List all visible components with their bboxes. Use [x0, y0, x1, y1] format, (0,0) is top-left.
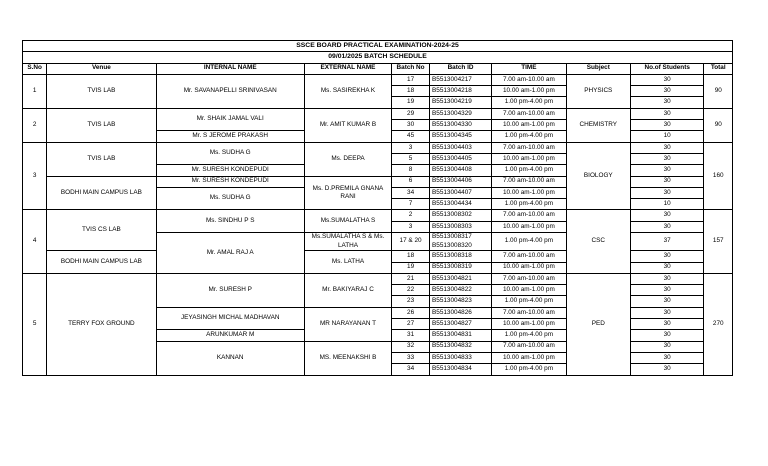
internal-name-cell: Mr. AMAL RAJ A [156, 233, 304, 274]
batch-id: B5513008303 [432, 222, 472, 230]
header-total: Total [704, 63, 733, 74]
batch-id-cell [430, 142, 492, 153]
students-cell: 30 [630, 210, 704, 221]
batch-id-cell [430, 285, 492, 296]
time-cell: 10.00 am-1.00 pm [492, 153, 567, 164]
total-cell: 157 [704, 210, 733, 273]
time-cell: 1.00 pm-4.00 pm [492, 199, 567, 210]
time-cell: 10.00 am-1.00 pm [492, 262, 567, 273]
batch-id-cell [430, 120, 492, 131]
batch-id-cell [430, 341, 492, 352]
batch-id-cell [430, 176, 492, 187]
external-name-cell: MR NARAYANAN T [304, 307, 391, 341]
batch-no-cell: 23 [392, 296, 430, 307]
batch-no-cell: 34 [392, 364, 430, 375]
time-cell: 1.00 pm-4.00 pm [492, 296, 567, 307]
internal-name-cell: Mr. SURESH KONDEPUDI [156, 176, 304, 187]
batch-id-cell [430, 74, 492, 85]
subject-cell: BIOLOGY [566, 142, 630, 210]
total-cell: 160 [704, 142, 733, 210]
batch-no-cell: 18 [392, 86, 430, 97]
batch-no-cell: 27 [392, 319, 430, 330]
subject-cell: CSC [566, 210, 630, 273]
students-cell: 30 [630, 341, 704, 352]
header-internal-name: INTERNAL NAME [156, 63, 304, 74]
internal-name-cell: Mr. SAVANAPELLI SRINIVASAN [156, 74, 304, 108]
batch-id: B5513004834 [432, 365, 472, 373]
students-cell: 10 [630, 199, 704, 210]
title-row [23, 41, 733, 52]
time-cell: 7.00 am-10.00 am [492, 74, 567, 85]
header-external-name: EXTERNAL NAME [304, 63, 391, 74]
external-name-cell: MS. MEENAKSHI B [304, 341, 391, 375]
students-cell: 30 [630, 273, 704, 284]
students-cell: 30 [630, 262, 704, 273]
time-cell: 10.00 am-1.00 pm [492, 221, 567, 232]
batch-id: B5513004823 [432, 297, 472, 305]
batch-no-cell: 31 [392, 330, 430, 341]
batch-id-cell [430, 352, 492, 363]
students-cell: 10 [630, 131, 704, 142]
students-cell: 37 [630, 233, 704, 251]
internal-name-cell: KANNAN [156, 341, 304, 375]
students-cell: 30 [630, 221, 704, 232]
subtitle-row [23, 52, 733, 63]
batch-id: B5513004407 [432, 188, 472, 196]
internal-name-cell: ARUNKUMAR M [156, 330, 304, 341]
batch-id: B5513004345 [432, 132, 472, 140]
time-cell: 10.00 am-1.00 pm [492, 86, 567, 97]
header-subject: Subject [566, 63, 630, 74]
internal-name-cell: Ms. SUDHA G [156, 142, 304, 165]
batch-id: B5513004218 [432, 87, 472, 95]
time-cell: 10.00 am-1.00 pm [492, 285, 567, 296]
students-cell: 30 [630, 142, 704, 153]
batch-id: B5513004408 [432, 166, 472, 174]
batch-id: B5513004821 [432, 274, 472, 282]
venue-cell: TVIS LAB [47, 108, 156, 142]
header-row [23, 63, 733, 74]
batch-no-cell: 45 [392, 131, 430, 142]
batch-no-cell: 6 [392, 176, 430, 187]
batch-id: B5513004832 [432, 342, 472, 350]
batch-no-cell: 3 [392, 221, 430, 232]
batch-no-cell: 2 [392, 210, 430, 221]
document-subtitle: 09/01/2025 BATCH SCHEDULE [23, 52, 733, 63]
time-cell: 10.00 am-1.00 pm [492, 352, 567, 363]
external-name-cell: Ms. DEEPA [304, 142, 391, 176]
header-venue: Venue [47, 63, 156, 74]
venue-cell: TVIS CS LAB [47, 210, 156, 251]
students-cell: 30 [630, 176, 704, 187]
internal-name-cell: Mr. SURESH KONDEPUDI [156, 165, 304, 176]
students-cell: 30 [630, 307, 704, 318]
batch-id-cell [430, 273, 492, 284]
external-name-cell: Ms. LATHA [304, 251, 391, 274]
batch-id: B5513008319 [432, 263, 472, 271]
batch-no-cell: 7 [392, 199, 430, 210]
venue-cell: BODHI MAIN CAMPUS LAB [47, 251, 156, 274]
external-name-cell: Ms.SUMALATHA S [304, 210, 391, 233]
venue-cell: TVIS LAB [47, 142, 156, 176]
batch-id: B5513004329 [432, 109, 472, 117]
time-cell: 1.00 pm-4.00 pm [492, 233, 567, 251]
time-cell: 7.00 am-10.00 am [492, 273, 567, 284]
internal-name-cell: Ms. SINDHU P S [156, 210, 304, 233]
students-cell: 30 [630, 319, 704, 330]
sno-cell: 1 [23, 74, 47, 108]
time-cell: 7.00 am-10.00 am [492, 142, 567, 153]
time-cell: 1.00 pm-4.00 pm [492, 97, 567, 108]
subject-cell: CHEMISTRY [566, 108, 630, 142]
batch-no-cell: 17 & 20 [392, 233, 430, 251]
time-cell: 7.00 am-10.00 am [492, 341, 567, 352]
batch-id: B5513008317 [432, 233, 472, 241]
external-name-cell: Ms. SASIREKHA K [304, 74, 391, 108]
batch-no-cell: 18 [392, 251, 430, 262]
batch-id-cell [430, 131, 492, 142]
table-row [23, 108, 733, 119]
time-cell: 1.00 pm-4.00 pm [492, 165, 567, 176]
batch-no-cell: 19 [392, 97, 430, 108]
schedule-body [23, 74, 733, 375]
time-cell: 1.00 pm-4.00 pm [492, 131, 567, 142]
batch-no-cell: 5 [392, 153, 430, 164]
students-cell: 30 [630, 97, 704, 108]
time-cell: 7.00 am-10.00 am [492, 251, 567, 262]
batch-id: B5513008302 [432, 211, 472, 219]
header-no-of-students: No.of Students [630, 63, 704, 74]
internal-name-cell: Mr. S JEROME PRAKASH [156, 131, 304, 142]
venue-cell: BODHI MAIN CAMPUS LAB [47, 176, 156, 210]
table-row [23, 273, 733, 284]
subject-cell: PHYSICS [566, 74, 630, 108]
batch-id-cell [430, 210, 492, 221]
students-cell: 30 [630, 251, 704, 262]
total-cell: 270 [704, 273, 733, 375]
batch-no-cell: 3 [392, 142, 430, 153]
batch-id-cell [430, 307, 492, 318]
students-cell: 30 [630, 352, 704, 363]
batch-no-cell: 17 [392, 74, 430, 85]
students-cell: 30 [630, 330, 704, 341]
subject-cell: PED [566, 273, 630, 375]
table-row [23, 210, 733, 221]
batch-id: B5513004405 [432, 154, 472, 162]
students-cell: 30 [630, 120, 704, 131]
batch-id-cell [430, 199, 492, 210]
time-cell: 10.00 am-1.00 pm [492, 187, 567, 198]
header-batch-id: Batch ID [430, 63, 492, 74]
batch-id: B5513008318 [432, 252, 472, 260]
document-title: SSCE BOARD PRACTICAL EXAMINATION-2024-25 [23, 41, 733, 52]
time-cell: 10.00 am-1.00 pm [492, 319, 567, 330]
external-name-cell: Ms.SUMALATHA S & Ms. LATHA [304, 233, 391, 251]
batch-id-cell [430, 233, 492, 251]
batch-id: B5513004217 [432, 75, 472, 83]
external-name-cell: Ms. D.PREMILA GNANA RANI [304, 176, 391, 210]
batch-id: B5513004403 [432, 143, 472, 151]
batch-id-cell [430, 108, 492, 119]
batch-schedule-table [22, 40, 733, 376]
batch-id-cell [430, 296, 492, 307]
batch-id-cell [430, 221, 492, 232]
batch-id-cell [430, 319, 492, 330]
internal-name-cell: Mr. SURESH P [156, 273, 304, 307]
external-name-cell: Mr. BAKIYARAJ C [304, 273, 391, 307]
batch-id: B5513004822 [432, 285, 472, 293]
students-cell: 30 [630, 296, 704, 307]
batch-id: B5513004330 [432, 120, 472, 128]
time-cell: 1.00 pm-4.00 pm [492, 364, 567, 375]
time-cell: 7.00 am-10.00 am [492, 176, 567, 187]
batch-no-cell: 19 [392, 262, 430, 273]
batch-id-cell [430, 165, 492, 176]
batch-no-cell: 29 [392, 108, 430, 119]
venue-cell: TVIS LAB [47, 74, 156, 108]
time-cell: 1.00 pm-4.00 pm [492, 330, 567, 341]
internal-name-cell: Ms. SUDHA G [156, 187, 304, 210]
table-row [23, 74, 733, 85]
students-cell: 30 [630, 364, 704, 375]
header-batch-no: Batch No [392, 63, 430, 74]
students-cell: 30 [630, 187, 704, 198]
total-cell: 90 [704, 108, 733, 142]
students-cell: 30 [630, 86, 704, 97]
students-cell: 30 [630, 74, 704, 85]
batch-no-cell: 30 [392, 120, 430, 131]
batch-no-cell: 8 [392, 165, 430, 176]
batch-id-cell [430, 97, 492, 108]
time-cell: 7.00 am-10.00 am [492, 108, 567, 119]
batch-id-cell [430, 153, 492, 164]
batch-id-cell [430, 86, 492, 97]
batch-id: B5513004434 [432, 200, 472, 207]
table-row [23, 142, 733, 153]
sno-cell: 5 [23, 273, 47, 375]
batch-id: B5513008320 [432, 241, 472, 249]
batch-id: B5513004219 [432, 98, 472, 106]
batch-no-cell: 22 [392, 285, 430, 296]
students-cell: 30 [630, 285, 704, 296]
header-time: TIME [492, 63, 567, 74]
students-cell: 30 [630, 108, 704, 119]
batch-id-cell [430, 251, 492, 262]
batch-no-cell: 26 [392, 307, 430, 318]
batch-id: B5513004826 [432, 308, 472, 316]
batch-id-cell [430, 330, 492, 341]
time-cell: 7.00 am-10.00 am [492, 307, 567, 318]
internal-name-cell: Mr. SHAIK JAMAL VALI [156, 108, 304, 131]
batch-no-cell: 21 [392, 273, 430, 284]
batch-id: B5513004827 [432, 319, 472, 327]
header-sno: S.No [23, 63, 47, 74]
batch-no-cell: 33 [392, 352, 430, 363]
sno-cell: 3 [23, 142, 47, 210]
total-cell: 90 [704, 74, 733, 108]
batch-id: B5513004406 [432, 177, 472, 185]
time-cell: 10.00 am-1.00 pm [492, 120, 567, 131]
time-cell: 7.00 am-10.00 am [492, 210, 567, 221]
batch-id: B5513004831 [432, 331, 472, 339]
batch-no-cell: 34 [392, 187, 430, 198]
students-cell: 30 [630, 165, 704, 176]
internal-name-cell: JEYASINGH MICHAL MADHAVAN [156, 307, 304, 330]
external-name-cell: Mr. AMIT KUMAR B [304, 108, 391, 142]
sno-cell: 2 [23, 108, 47, 142]
sno-cell: 4 [23, 210, 47, 273]
batch-id-cell [430, 187, 492, 198]
batch-id-cell [430, 262, 492, 273]
students-cell: 30 [630, 153, 704, 164]
batch-id-cell [430, 364, 492, 375]
batch-id: B5513004833 [432, 353, 472, 361]
batch-no-cell: 32 [392, 341, 430, 352]
venue-cell: TERRY FOX GROUND [47, 273, 156, 375]
